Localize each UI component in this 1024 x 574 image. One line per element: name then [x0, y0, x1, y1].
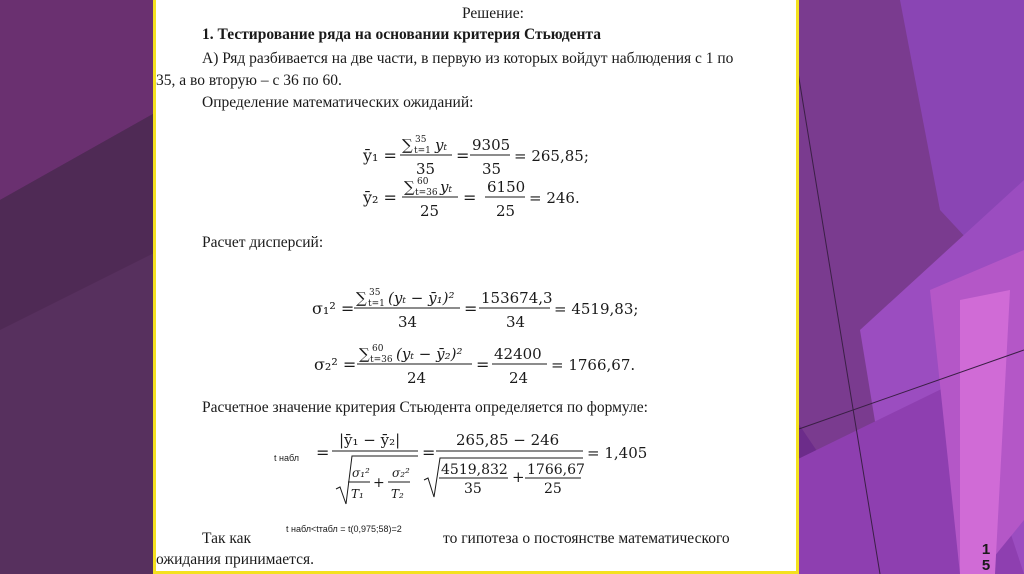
- svg-text:t=36: t=36: [370, 355, 393, 365]
- svg-text:yₜ: yₜ: [435, 136, 448, 154]
- svg-text:60: 60: [372, 344, 384, 354]
- svg-text:=: =: [463, 188, 477, 207]
- t-comparison-note: t набл<tтабл = t(0,975;58)=2: [286, 524, 402, 534]
- svg-text:yₜ: yₜ: [440, 178, 453, 196]
- svg-text:+: +: [373, 475, 385, 491]
- conclusion-line2: ожидания принимается.: [156, 551, 314, 568]
- svg-text:=: =: [464, 299, 478, 318]
- svg-text:= 1,405: = 1,405: [587, 444, 648, 462]
- svg-text:=: =: [476, 355, 490, 374]
- section-title: 1. Тестирование ряда на основании критерия Стьюдента: [202, 26, 601, 43]
- conclusion-rest: то гипотеза о постоянстве математического: [443, 530, 730, 547]
- svg-text:6150: 6150: [487, 178, 526, 196]
- svg-text:24: 24: [509, 369, 529, 387]
- svg-text:T₁: T₁: [351, 487, 364, 501]
- svg-text:=: =: [316, 443, 330, 462]
- svg-text:+: +: [512, 468, 525, 486]
- variance-label: Расчет дисперсий:: [202, 234, 324, 251]
- svg-text:t=36: t=36: [415, 188, 438, 198]
- svg-text:t=1: t=1: [414, 146, 431, 156]
- svg-text:60: 60: [417, 177, 429, 187]
- svg-text:265,85 − 246: 265,85 − 246: [456, 431, 560, 449]
- svg-text:σ₂² =: σ₂² =: [314, 355, 357, 374]
- paragraph-a-line2: 35, а во вторую – с 36 по 60.: [156, 72, 342, 89]
- svg-text:∑: ∑: [402, 136, 413, 154]
- solution-heading: Решение:: [462, 5, 524, 22]
- svg-text:35: 35: [482, 160, 502, 178]
- svg-text:4519,832: 4519,832: [441, 462, 508, 478]
- svg-text:σ₂²: σ₂²: [392, 466, 410, 480]
- svg-text:25: 25: [420, 202, 440, 220]
- svg-text:= 1766,67.: = 1766,67.: [551, 356, 636, 374]
- student-criterion-label: Расчетное значение критерия Стьюдента определяется по формуле:: [202, 399, 648, 416]
- svg-text:35: 35: [464, 481, 482, 497]
- svg-text:t=1: t=1: [368, 299, 385, 309]
- svg-text:35: 35: [369, 288, 381, 298]
- svg-text:9305: 9305: [472, 136, 511, 154]
- svg-text:35: 35: [416, 160, 436, 178]
- svg-text:|ȳ₁ − ȳ₂|: |ȳ₁ − ȳ₂|: [339, 431, 401, 449]
- svg-text:34: 34: [398, 313, 418, 331]
- svg-text:∑: ∑: [356, 289, 367, 307]
- svg-text:(yₜ − ȳ₂)²: (yₜ − ȳ₂)²: [396, 345, 463, 363]
- svg-text:1766,67: 1766,67: [527, 462, 585, 478]
- svg-text:153674,3: 153674,3: [481, 289, 553, 307]
- svg-text:34: 34: [506, 313, 526, 331]
- svg-text:∑: ∑: [404, 178, 415, 196]
- svg-text:ȳ₁ =: ȳ₁ =: [363, 146, 397, 165]
- svg-text:35: 35: [415, 135, 427, 145]
- svg-text:42400: 42400: [494, 345, 542, 363]
- svg-text:ȳ₂ =: ȳ₂ =: [363, 188, 397, 207]
- svg-text:= 246.: = 246.: [529, 189, 580, 207]
- conclusion-start: Так как: [202, 530, 252, 547]
- svg-text:25: 25: [496, 202, 516, 220]
- svg-text:σ₁² =: σ₁² =: [312, 299, 355, 318]
- formula-student-t: [156, 0, 799, 574]
- svg-text:T₂: T₂: [391, 487, 404, 501]
- svg-text:= 265,85;: = 265,85;: [514, 147, 589, 165]
- svg-text:(yₜ − ȳ₁)²: (yₜ − ȳ₁)²: [388, 289, 455, 307]
- svg-text:=: =: [456, 146, 470, 165]
- expectations-label: Определение математических ожиданий:: [202, 94, 474, 111]
- paragraph-a-line1: А) Ряд разбивается на две части, в первую из которых войдут наблюдения с 1 по: [202, 50, 734, 67]
- svg-text:σ₁²: σ₁²: [352, 466, 370, 480]
- t-observed-label: t набл: [274, 453, 299, 463]
- svg-text:=: =: [422, 443, 436, 462]
- svg-text:24: 24: [407, 369, 427, 387]
- svg-text:= 4519,83;: = 4519,83;: [554, 300, 639, 318]
- svg-text:∑: ∑: [359, 345, 370, 363]
- page-number: 1 5: [981, 541, 991, 574]
- document-page: [153, 0, 799, 574]
- svg-text:25: 25: [544, 481, 562, 497]
